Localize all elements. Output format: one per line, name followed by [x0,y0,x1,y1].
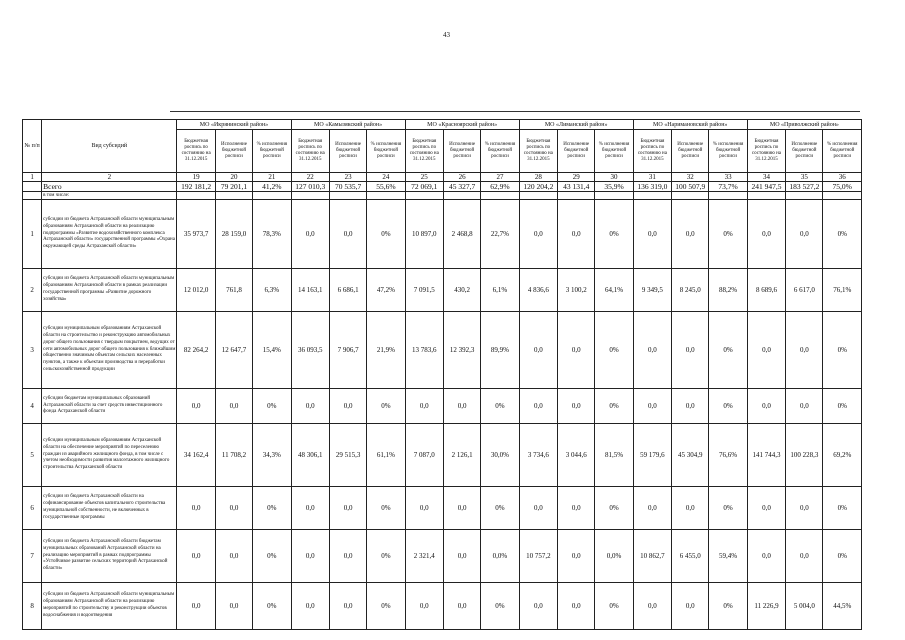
subsidy-row [23,424,862,487]
total-value-cell: 45 327,7 [443,182,480,192]
row-number: 1 [23,200,42,269]
value-cell: 11 708,2 [215,424,252,487]
value-cell: 5 004,0 [786,583,823,630]
value-cell: 3 044,6 [558,424,595,487]
value-cell: 0,0 [177,389,215,424]
value-cell: 7 087,0 [405,424,443,487]
pct-subheader: % исполнения бюджетной росписи [709,130,747,173]
column-index-cell: 35 [786,173,823,182]
value-cell: 0% [823,389,862,424]
value-cell: 0,0 [558,200,595,269]
empty-cell [672,192,709,200]
total-value-cell: 120 204,2 [519,182,557,192]
value-cell: 21,9% [367,312,405,389]
budget-subheader: Бюджетная роспись по состоянию на 31.12.2015 [633,130,671,173]
value-cell: 0% [367,200,405,269]
value-cell: 61,1% [367,424,405,487]
value-cell: 0% [367,530,405,583]
subsidy-row [23,583,862,630]
value-cell: 2 468,8 [443,200,480,269]
value-cell: 7 906,7 [329,312,366,389]
value-cell: 0,0 [786,312,823,389]
value-cell: 0,0 [672,487,709,530]
empty-cell [253,192,291,200]
value-cell: 34,3% [253,424,291,487]
value-cell: 0% [481,487,519,530]
exec-subheader: Исполнение бюджетной росписи [215,130,252,173]
value-cell: 47,2% [367,269,405,312]
subsidy-name: субсидии муниципальным образованиям Астраханской области на обеспечение мероприятий по переселению граждан из аварийного жилищного фонда, в том числе с учетом необходимости развития малоэтажного жилищного строительства Астраханской области [42,424,177,487]
value-cell: 88,2% [709,269,747,312]
subsidy-row [23,389,862,424]
value-cell: 0,0 [291,200,329,269]
budget-subheader: Бюджетная роспись по состоянию на 31.12.2015 [519,130,557,173]
value-cell: 9 349,5 [633,269,671,312]
empty-cell [747,192,785,200]
column-index-cell: 29 [558,173,595,182]
empty-cell [215,192,252,200]
value-cell: 0% [709,487,747,530]
subsidy-row [23,487,862,530]
total-value-cell: 70 535,7 [329,182,366,192]
row-number: 2 [23,269,42,312]
value-cell: 10 757,2 [519,530,557,583]
pct-subheader: % исполнения бюджетной росписи [823,130,862,173]
value-cell: 0,0 [215,389,252,424]
value-cell: 0% [595,389,633,424]
value-cell: 0,0 [633,389,671,424]
row-number: 5 [23,424,42,487]
empty-cell [519,192,557,200]
value-cell: 6 455,0 [672,530,709,583]
value-cell: 0,0 [558,530,595,583]
total-value-cell: 73,7% [709,182,747,192]
intro-no-cell [23,192,42,200]
value-cell: 0,0 [558,389,595,424]
value-cell: 0,0 [519,200,557,269]
value-cell: 6 617,0 [786,269,823,312]
subsidy-row [23,312,862,389]
value-cell: 0,0 [291,530,329,583]
value-cell: 0,0 [405,583,443,630]
column-index-cell: 32 [672,173,709,182]
column-index-cell: 22 [291,173,329,182]
value-cell: 0,0 [633,583,671,630]
column-index-row [23,173,862,182]
total-value-cell: 55,6% [367,182,405,192]
empty-cell [823,192,862,200]
budget-subheader: Бюджетная роспись по состоянию на 31.12.2015 [291,130,329,173]
value-cell: 12 647,7 [215,312,252,389]
total-value-cell: 72 069,1 [405,182,443,192]
value-cell: 0,0 [747,200,785,269]
value-cell: 0,0 [329,487,366,530]
row-number: 6 [23,487,42,530]
value-cell: 0% [823,312,862,389]
value-cell: 8 689,6 [747,269,785,312]
total-value-cell: 62,9% [481,182,519,192]
value-cell: 0,0 [405,487,443,530]
value-cell: 12 392,3 [443,312,480,389]
value-cell: 2 321,4 [405,530,443,583]
column-index-cell: 24 [367,173,405,182]
value-cell: 0,0 [519,312,557,389]
row-number: 7 [23,530,42,583]
empty-cell [291,192,329,200]
subsidy-row [23,269,862,312]
column-index-cell: 28 [519,173,557,182]
subsidy-name: субсидии из бюджета Астраханской области муниципальным образованиям Астраханской области на реализацию подпрограммы «Развитие водохозяйственного комплекса Астраханской области» государственной программы «Охрана окружающей среды Астраханской области» [42,200,177,269]
empty-cell [329,192,366,200]
total-row [23,182,862,192]
pct-subheader: % исполнения бюджетной росписи [595,130,633,173]
value-cell: 0,0 [672,583,709,630]
value-cell: 0,0% [481,530,519,583]
value-cell: 0,0 [747,312,785,389]
value-cell: 0,0 [633,200,671,269]
exec-subheader: Исполнение бюджетной росписи [443,130,480,173]
value-cell: 59 179,6 [633,424,671,487]
value-cell: 48 306,1 [291,424,329,487]
value-cell: 89,9% [481,312,519,389]
empty-cell [595,192,633,200]
value-cell: 0% [481,583,519,630]
empty-cell [177,192,215,200]
value-cell: 78,3% [253,200,291,269]
value-cell: 0,0 [786,389,823,424]
column-index-cell: 25 [405,173,443,182]
pct-subheader: % исполнения бюджетной росписи [481,130,519,173]
column-index-cell: 26 [443,173,480,182]
value-cell: 3 734,6 [519,424,557,487]
column-index-cell: 19 [177,173,215,182]
value-cell: 2 126,1 [443,424,480,487]
empty-cell [558,192,595,200]
value-cell: 14 163,1 [291,269,329,312]
value-cell: 29 515,3 [329,424,366,487]
value-cell: 7 091,5 [405,269,443,312]
value-cell: 34 162,4 [177,424,215,487]
value-cell: 0,0 [215,583,252,630]
empty-cell [405,192,443,200]
value-cell: 36 093,5 [291,312,329,389]
intro-label: в том числе: [42,192,177,200]
value-cell: 0% [367,583,405,630]
value-cell: 35 973,7 [177,200,215,269]
value-cell: 0,0 [443,389,480,424]
value-cell: 0,0 [329,583,366,630]
value-cell: 761,8 [215,269,252,312]
column-index-cell: 34 [747,173,785,182]
table-body [23,173,862,630]
value-cell: 45 304,9 [672,424,709,487]
value-cell: 0,0 [443,487,480,530]
total-value-cell: 41,2% [253,182,291,192]
subsidy-name: субсидии муниципальным образованиям Астраханской области на строительство и реконструкцию автомобильных дорог общего пользования с твердым покрытием, ведущих от сети автомобильных дорог общего пользования к ближайшим общественно значимым объектам сельских населенных пунктов, а также к объектам производства и переработки сельскохозяйственной продукции [42,312,177,389]
value-cell: 0,0 [291,487,329,530]
value-cell: 6 686,1 [329,269,366,312]
value-cell: 0% [709,312,747,389]
value-cell: 0,0 [177,530,215,583]
value-cell: 0% [253,487,291,530]
column-index-cell: 27 [481,173,519,182]
subsidy-table [22,119,862,630]
value-cell: 0,0 [291,583,329,630]
total-value-cell: 136 319,0 [633,182,671,192]
column-index-cell: 23 [329,173,366,182]
municipality-header-row [23,120,862,130]
value-cell: 0% [595,312,633,389]
value-cell: 0,0 [747,487,785,530]
total-value-cell: 241 947,5 [747,182,785,192]
value-cell: 0,0 [519,389,557,424]
value-cell: 4 836,6 [519,269,557,312]
budget-subheader: Бюджетная роспись по состоянию на 31.12.2015 [405,130,443,173]
column-index-cell: 33 [709,173,747,182]
value-cell: 0,0 [443,583,480,630]
value-cell: 0% [823,487,862,530]
value-cell: 0,0 [519,487,557,530]
top-rule [170,111,860,112]
column-index-cell: 36 [823,173,862,182]
municipality-header: МО «Приволжский район» [747,120,861,130]
value-cell: 8 245,0 [672,269,709,312]
value-cell: 0,0 [672,389,709,424]
value-cell: 0,0 [633,312,671,389]
value-cell: 15,4% [253,312,291,389]
column-index-cell: 30 [595,173,633,182]
value-cell: 0% [367,389,405,424]
total-value-cell: 192 181,2 [177,182,215,192]
value-cell: 64,1% [595,269,633,312]
value-cell: 22,7% [481,200,519,269]
row-number: 3 [23,312,42,389]
value-cell: 0,0 [786,487,823,530]
value-cell: 3 100,2 [558,269,595,312]
col-type-header: Вид субсидий [42,120,177,173]
pct-subheader: % исполнения бюджетной росписи [253,130,291,173]
total-value-cell: 100 507,9 [672,182,709,192]
value-cell: 0% [595,583,633,630]
value-cell: 0% [481,389,519,424]
value-cell: 82 264,2 [177,312,215,389]
exec-subheader: Исполнение бюджетной росписи [786,130,823,173]
value-cell: 0% [367,487,405,530]
row-number: 4 [23,389,42,424]
value-cell: 0,0 [747,389,785,424]
total-no-cell [23,182,42,192]
municipality-header: МО «Наримановский район» [633,120,747,130]
column-index-cell: 20 [215,173,252,182]
value-cell: 0% [595,200,633,269]
value-cell: 0% [253,530,291,583]
subsidy-name: субсидии бюджетам муниципальных образований Астраханской области за счет средств инвестиционного фонда Астраханской области [42,389,177,424]
value-cell: 0,0 [558,583,595,630]
value-cell: 13 783,6 [405,312,443,389]
value-cell: 0,0 [558,487,595,530]
value-cell: 0,0 [329,389,366,424]
municipality-header: МО «Красноярский район» [405,120,519,130]
value-cell: 0,0 [633,487,671,530]
value-cell: 141 744,3 [747,424,785,487]
value-cell: 0,0 [443,530,480,583]
subsidy-name: субсидии из бюджета Астраханской области бюджетам муниципальных образований Астраханской области на реализацию мероприятий в рамках подпрограммы «Устойчивое развитие сельских территорий Астраханской области» [42,530,177,583]
column-index-cell: 1 [23,173,42,182]
col-no-header: № п/п [23,120,42,173]
value-cell: 0,0 [747,530,785,583]
value-cell: 0% [823,200,862,269]
value-cell: 0,0 [405,389,443,424]
value-cell: 0,0 [786,530,823,583]
value-cell: 0,0 [291,389,329,424]
value-cell: 0% [709,583,747,630]
empty-cell [709,192,747,200]
value-cell: 12 012,0 [177,269,215,312]
value-cell: 0,0 [177,583,215,630]
empty-cell [633,192,671,200]
total-value-cell: 183 527,2 [786,182,823,192]
value-cell: 76,1% [823,269,862,312]
value-cell: 0,0 [558,312,595,389]
total-value-cell: 79 201,1 [215,182,252,192]
budget-subheader: Бюджетная роспись по состоянию на 31.12.2015 [177,130,215,173]
subsidy-name: субсидии из бюджета Астраханской области на софинансирование объектов капитального строительства муниципальной собственности, не включенных в государственные программы [42,487,177,530]
value-cell: 430,2 [443,269,480,312]
value-cell: 100 228,3 [786,424,823,487]
budget-subheader: Бюджетная роспись по состоянию на 31.12.2015 [747,130,785,173]
subsidy-row [23,530,862,583]
value-cell: 10 862,7 [633,530,671,583]
value-cell: 30,0% [481,424,519,487]
municipality-header: МО «Камызякский район» [291,120,405,130]
municipality-header: МО «Лиманский район» [519,120,633,130]
value-cell: 0,0 [672,312,709,389]
value-cell: 0,0 [329,530,366,583]
value-cell: 6,1% [481,269,519,312]
subsidy-name: субсидии из бюджета Астраханской области муниципальным образованиям Астраханской области на реализацию мероприятий по строительству и реконструкции объектов водоснабжения и водоотведения [42,583,177,630]
empty-cell [481,192,519,200]
total-value-cell: 43 131,4 [558,182,595,192]
total-label: Всего [42,182,177,192]
value-cell: 59,4% [709,530,747,583]
exec-subheader: Исполнение бюджетной росписи [672,130,709,173]
pct-subheader: % исполнения бюджетной росписи [367,130,405,173]
value-cell: 44,5% [823,583,862,630]
column-index-cell: 31 [633,173,671,182]
empty-cell [367,192,405,200]
value-cell: 69,2% [823,424,862,487]
value-cell: 0% [823,530,862,583]
total-value-cell: 35,9% [595,182,633,192]
column-index-cell: 21 [253,173,291,182]
value-cell: 0,0 [786,200,823,269]
value-cell: 0% [709,389,747,424]
subsidy-name: субсидии из бюджета Астраханской области муниципальным образованиям Астраханской области в рамках реализации государственной программы «Развитие дорожного хозяйства» [42,269,177,312]
value-cell: 11 226,9 [747,583,785,630]
value-cell: 0,0 [672,200,709,269]
value-cell: 0,0 [177,487,215,530]
row-number: 8 [23,583,42,630]
exec-subheader: Исполнение бюджетной росписи [329,130,366,173]
municipality-header: МО «Икрянинский район» [177,120,291,130]
value-cell: 0% [253,583,291,630]
value-cell: 81,5% [595,424,633,487]
exec-subheader: Исполнение бюджетной росписи [558,130,595,173]
subsidy-row [23,200,862,269]
total-value-cell: 127 010,3 [291,182,329,192]
value-cell: 76,6% [709,424,747,487]
empty-cell [786,192,823,200]
total-value-cell: 75,0% [823,182,862,192]
intro-row [23,192,862,200]
value-cell: 0,0 [215,530,252,583]
value-cell: 28 159,0 [215,200,252,269]
value-cell: 0,0% [595,530,633,583]
value-cell: 6,3% [253,269,291,312]
value-cell: 0% [595,487,633,530]
value-cell: 0% [709,200,747,269]
empty-cell [443,192,480,200]
column-index-cell: 2 [42,173,177,182]
value-cell: 0,0 [215,487,252,530]
value-cell: 10 897,0 [405,200,443,269]
value-cell: 0,0 [519,583,557,630]
page-number: 43 [443,31,450,39]
value-cell: 0,0 [329,200,366,269]
value-cell: 0% [253,389,291,424]
